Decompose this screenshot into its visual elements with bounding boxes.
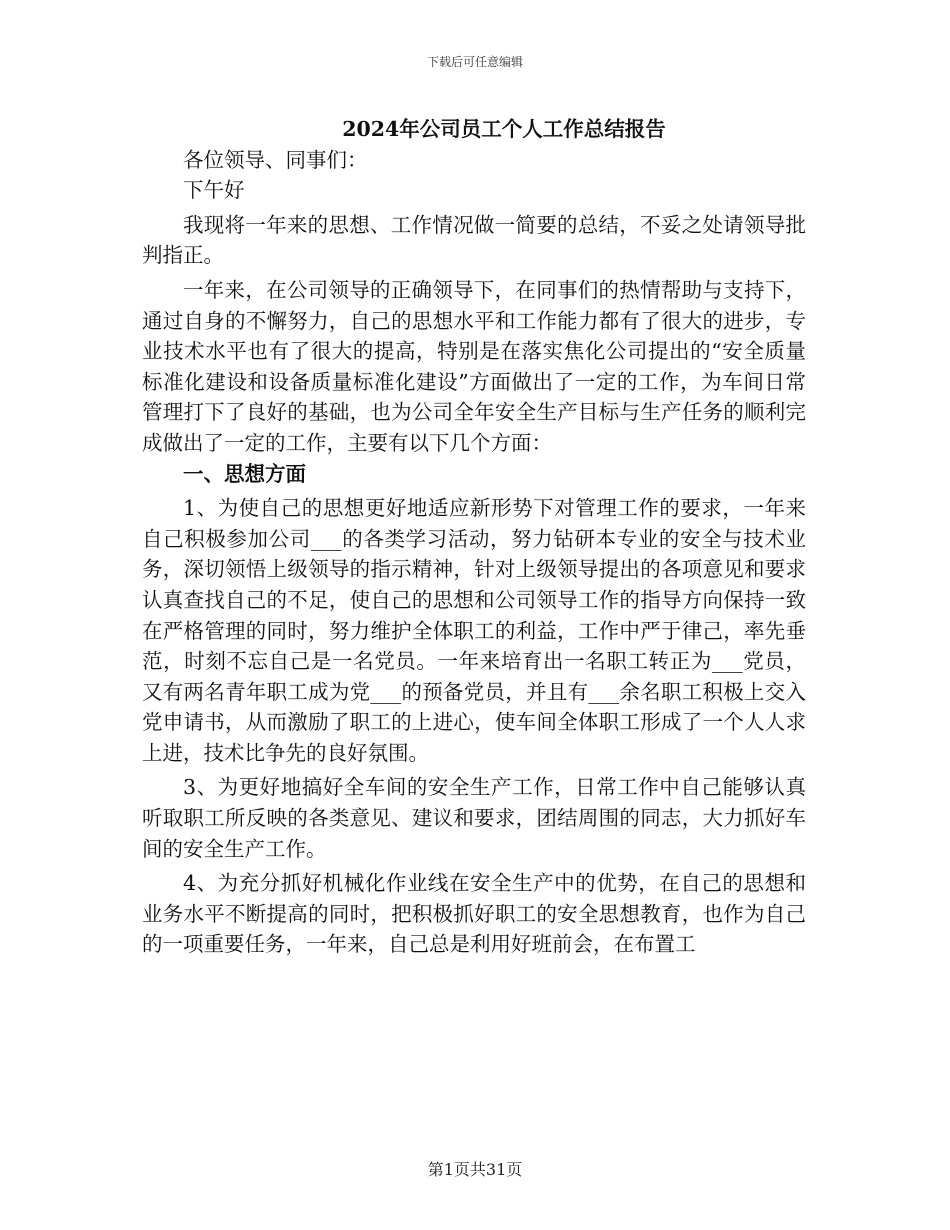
section-paragraph-3: 3、为更好地搞好全车间的安全生产工作，日常工作中自己能够认真听取职工所反映的各类意见、建议和要求，团结周围的同志，大力抓好车间的安全生产工作。 bbox=[142, 775, 806, 861]
document-title: 2024年公司员工个人工作总结报告 bbox=[342, 117, 666, 141]
intro-paragraph: 我现将一年来的思想、工作情况做一简要的总结，不妥之处请领导批判指正。 bbox=[142, 212, 806, 268]
section-heading: 一、思想方面 bbox=[183, 461, 306, 486]
section-paragraph-1: 1、为使自己的思想更好地适应新形势下对管理工作的要求，一年来自己积极参加公司___的各类学习活动，努力钻研本专业的安全与技术业务，深切领悟上级领导的指示精神，针对上级领导提出的各项意见和要求认真查找自己的不足，使自己的思想和公司领导工作的指导方向保持一致在严格管理的同时，努力维护全体职工的利益，工作中严于律己，率先垂范，时刻不忘自己是一名党员。一年来培育出一名职工转正为___党员，又有两名青年职工成为党___的预备党员，并且有___余名职工积极上交入党申请书，从而激励了职工的上进心，使车间全体职工形成了一个人人求上进，技术比争先的良好氛围。 bbox=[142, 496, 806, 765]
section-paragraph-4: 4、为充分抓好机械化作业线在安全生产中的优势，在自己的思想和业务水平不断提高的同时，把积极抓好职工的安全思想教育，也作为自己的一项重要任务，一年来，自己总是利用好班前会，在布置工 bbox=[142, 871, 806, 957]
salutation-paragraph: 下午好 bbox=[183, 178, 245, 203]
page-number-footer: 第1页共31页 bbox=[427, 1160, 523, 1179]
greeting-paragraph: 各位领导、同事们： bbox=[183, 147, 368, 172]
document-body bbox=[142, 114, 806, 960]
summary-paragraph: 一年来，在公司领导的正确领导下，在同事们的热情帮助与支持下，通过自身的不懈努力，自己的思想水平和工作能力都有了很大的进步，专业技术水平也有了很大的提高，特别是在落实焦化公司提出的“安全质量标准化建设和设备质量标准化建设”方面做出了一定的工作，为车间日常管理打下了良好的基础，也为公司全年安全生产目标与生产任务的顺利完成做出了一定的工作，主要有以下几个方面： bbox=[142, 277, 806, 455]
header-note: 下载后可任意编辑 bbox=[426, 55, 523, 69]
